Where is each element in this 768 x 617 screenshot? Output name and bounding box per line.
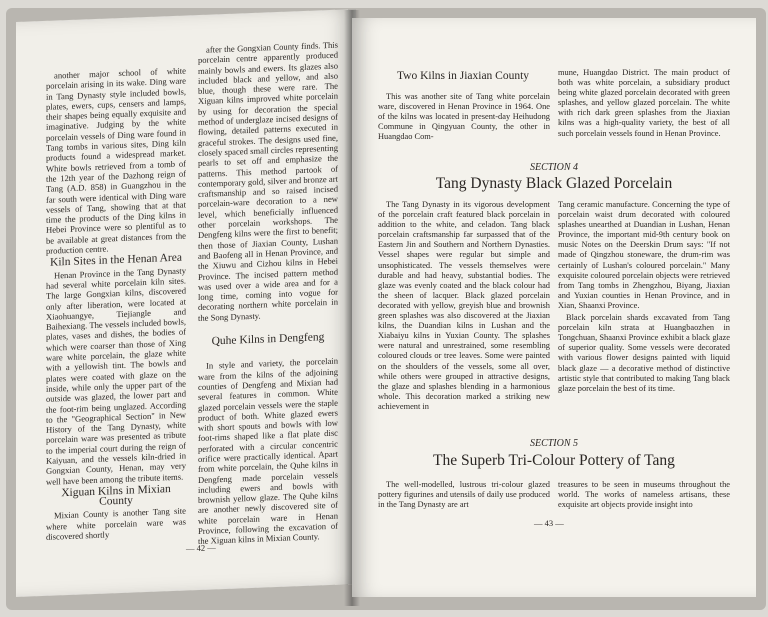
jiaxian-paragraph-2: mune, Huangdao District. The main product of both was white porcelain, a subsidiary product being white glazed porcelain decorated with green splashes, and yellow glazed porcelain. The white with rich dark green splashes from the Jiaxian kilns was a high-quality variety, the best of all such porcelain vessels found in Henan Province. — [558, 68, 730, 138]
xiguan-heading: Xiguan Kilns in Mixian County — [61, 482, 171, 508]
page-number-left: — 42 — — [186, 542, 216, 554]
page-number-right: — 43 — — [534, 518, 564, 528]
tang-ceramic-paragraph: Tang ceramic manufacture. Concerning the type of porcelain waist drum decorated with coloured splashes unearthed at Duandian in Lushan, Henan Province, the important mid-9th century book on music Notes on the Deerskin Drum says: "If not made of Qingzhou stoneware, the drum-rim was certainly of Lushan's coloured porcelain." Many exquisite coloured porcelain objects were retrieved from Tang tombs in Zhengzhou, Biyang, Jiaxian and Yuxian counties in Henan Province, and in Xian, Shaanxi Province. — [558, 200, 730, 310]
kiln-sites-heading: Kiln Sites in the Henan Area — [50, 251, 182, 270]
left-column-1 — [46, 65, 186, 544]
section-4-title: Tang Dynasty Black Glazed Porcelain — [435, 175, 673, 192]
jiaxian-paragraph-1: This was another site of Tang white porcelain ware, discovered in Henan Province in 1964. One of the kilns was located in present-day Heihudong Commune in Qingyuan County, the other in Huangdao Com- — [378, 92, 550, 142]
tri-colour-paragraph: The well-modelled, lustrous tri-colour glazed pottery figurines and utensils of daily use produced in the Tang Dynasty are art — [378, 480, 550, 510]
section-4-number: SECTION 4 — [529, 162, 579, 173]
right-page — [352, 18, 756, 597]
quhe-heading: Quhe Kilns in Dengfeng — [211, 331, 325, 348]
left-intro-paragraph: another major school of white porcelain arising in its wake. Ding ware in Tang Dynasty style included bowls, plates, ewers, cups, censers and lamps, their shapes being equally exquisite and imaginative. Judging by the white porcelain vessels of Ding ware found in Tang tombs in various sites, Ding kiln products found a widespread market. White bowls retrieved from a tomb of the 12th year of the Dazhong reign of Tang (A.D. 858) in Guangzhou in the far south were identical with Ding ware vessels of Tang, showing that at that time the products of the Ding kilns in Hebei Province were so plentiful as to be available at great distances from the production centre. — [46, 65, 186, 256]
mixian-paragraph: Mixian County is another Tang site where white porcelain ware was discovered shortly — [46, 505, 186, 542]
black-shards-paragraph: Black porcelain shards excavated from Tang porcelain kiln strata at Huangbaozhen in Tongchuan, Shaanxi Province exhibit a black glaze of superior quality. Some vessels were decorated with various flower designs painted with liquid black glaze — a decorative method of distinctive artistic style that contributed to making Tang black glaze porcelain the best of its time. — [558, 313, 730, 393]
black-porcelain-paragraph: The Tang Dynasty in its vigorous development of the porcelain craft featured black porcelain in addition to the white, and celadon. Tang black porcelain craftsmanship far surpassed that of the Eastern Jin and Southern and Northern Dynasties. Vessel shapes were regular but simple and unsophisticated. The vessels themselves were durable and had heavy, substantial bodies. The glaze was evenly coated and the black colour had the sheen of lacquer. Black glazed porcelain decorated with yellow, greyish blue and brownish green splashes was also discovered at the Jiaxian kilns, the Duandian kilns in Lushan and the Xiabaiyu kilns in Yuxian County. The splashes were natural and unrestrained, some resembling coloured clouds or tree leaves. Some were painted on the shoulders of the vessels, some all over, while others were grouped in attractive designs, the glaze and splashes blending in a harmonious whole. This decoration marked a striking new achievement in — [378, 200, 550, 411]
henan-paragraph: Henan Province in the Tang Dynasty had several white porcelain kiln sites. The large Gongxian kilns, discovered only after liberation, were located at Xiaohuangye, Tiejiangle and Baihexiang. The vessels included bowls, plates, vases and dishes, the bodies of which were coarser than those of Xing ware white porcelain, the glaze white with a yellowish tint. The bowls and plates were coated with glaze on the inside, while only the upper part of the outside was glazed, the lower part and the foot-rim being unglazed. According to the "Geographical Section" in New History of the Tang Dynasty, white porcelain ware was presented as tribute to the imperial court during the reign of Kaiyuan, and the vessels kiln-dried in Gongxian County, Henan, may very well have been among the tribute items. — [46, 265, 186, 487]
treasures-paragraph: treasures to be seen in museums throughout the world. The works of nameless artisans, these exquisite art objects provide insight into — [558, 480, 730, 510]
section-5-title: The Superb Tri-Colour Pottery of Tang — [433, 452, 675, 469]
jiaxian-col-2 — [558, 68, 730, 141]
left-page — [16, 9, 356, 597]
section-5-number: SECTION 5 — [529, 438, 579, 449]
dengfeng-paragraph: In style and variety, the porcelain ware from the kilns of the adjoining counties of Dengfeng and Mixian had several features in common. White glazed porcelain vessels were the staple product of both. White glazed ewers with short spouts and bowls with low foot-rims shaped like a flat plate disc perforated with a circular concentric orifice were practically identical. Apart from white porcelain, the Quhe kilns in Dengfeng made porcelain vessels including ewers and bowls with brownish yellow glaze. The Quhe kilns are another newly discovered site of white porcelain ware in Henan Province, following the excavation of the Xiguan kilns in Mixian County. — [198, 355, 338, 547]
section-4-col-2 — [558, 200, 730, 396]
jiaxian-col-1 — [378, 92, 550, 144]
section-5-col-1 — [378, 480, 550, 512]
gongxian-continuation: after the Gongxian County finds. This porcelain centre apparently produced mainly bowls and ewers. Its glazes also included black and yellow, and also blue, though these were rare. The Xiguan kilns improved white porcelain by using for decoration the special method of underglaze incised designs of flowing, detailed patterns executed in graceful strokes. The designs used fine, closely spaced small circles representing pearls to set off and emphasize the patterns. This method partook of contemporary gold, silver and bronze art craftsmanship and so raised incised porcelain-ware decoration to a new level, which beneficially influenced other porcelain workshops. The Dengfeng kilns were the first to benefit; then those of Jiaxian County, Lushan and Baofeng all in Henan Province, and the Xiuwu and Cizhou kilns in Hebei Province. The incised pattern method was used over a wide area and for a long time, coming into vogue for decorating northern white porcelain in the Song Dynasty. — [198, 39, 338, 323]
jiaxian-heading: Two Kilns in Jiaxian County — [396, 70, 530, 82]
section-4-col-1 — [378, 200, 550, 414]
section-5-col-2 — [558, 480, 730, 512]
left-column-2 — [198, 40, 338, 549]
